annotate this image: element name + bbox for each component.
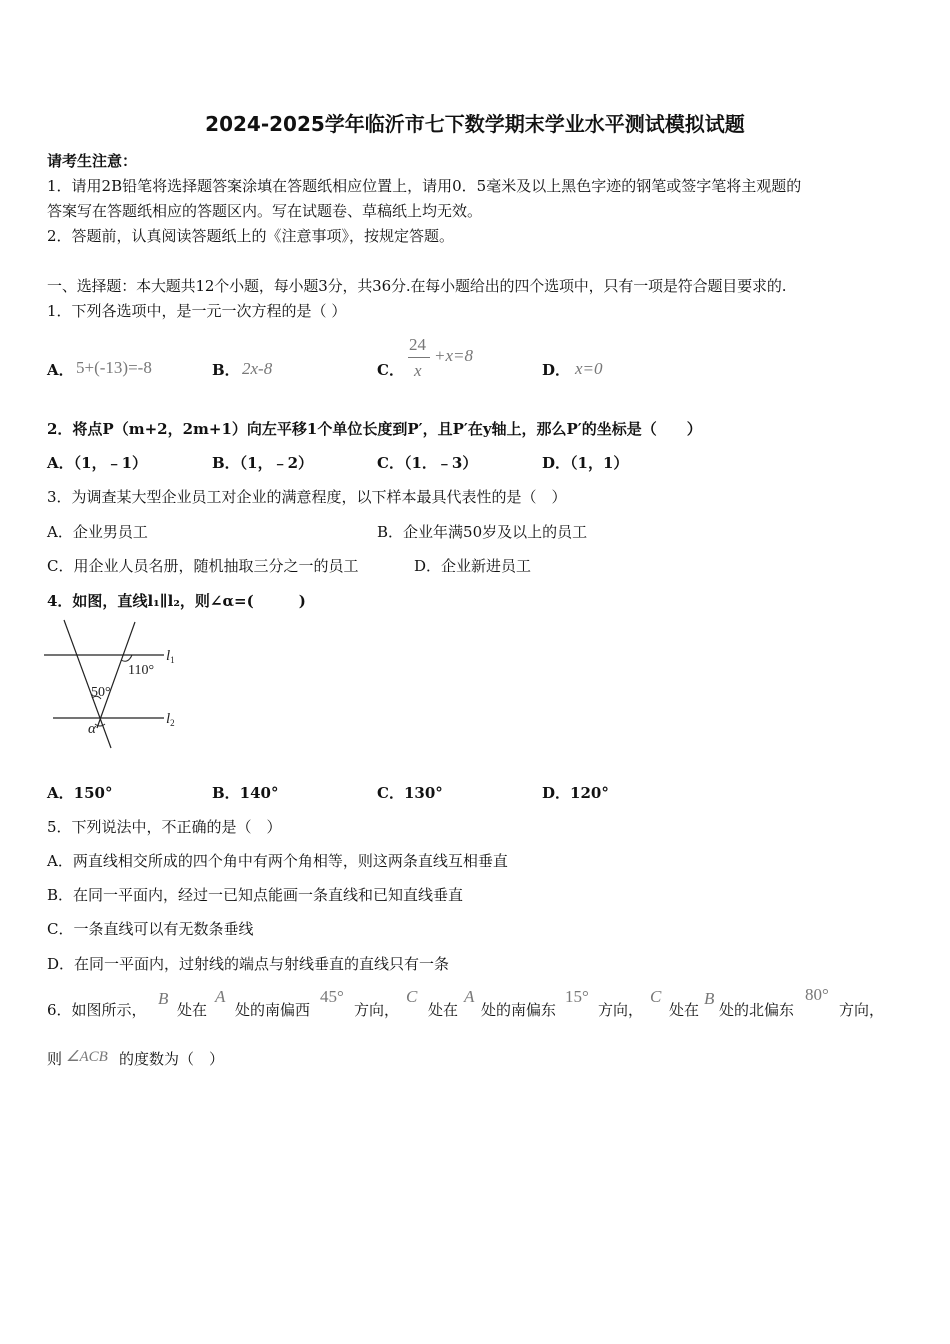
label-alpha: α [88, 721, 96, 737]
q5-stem: 5．下列说法中，不正确的是（ ） [47, 818, 282, 836]
q3-stem: 3．为调查某大型企业员工对企业的满意程度，以下样本最具代表性的是（ ） [47, 488, 567, 506]
section-heading: 一、选择题：本大题共12个小题，每小题3分，共36分.在每小题给出的四个选项中，只有一项是符合题目要求的. [47, 277, 787, 295]
notice-line-1a: 1．请用2B铅笔将选择题答案涂填在答题纸相应位置上，请用0．5毫米及以上黑色字迹的钢笔或签字笔将主观题的 [47, 177, 802, 195]
label-110-degree: 110° [128, 663, 155, 678]
q3-option-a: A．企业男员工 [47, 523, 148, 541]
q6-degree-15: 15° [565, 987, 589, 1006]
q5-option-a: A．两直线相交所成的四个角中有两个角相等，则这两条直线互相垂直 [47, 852, 508, 870]
q1-option-d-label: D． [542, 361, 571, 379]
q6-text-6: 处的南偏东 [481, 1001, 557, 1019]
q6-point-c-1: C [406, 987, 418, 1006]
q4-option-a: A．150° [47, 784, 113, 802]
q6-degree-80: 80° [805, 985, 829, 1004]
q6-text-7: 方向， [598, 1001, 644, 1019]
q1-option-c-numerator: 24 [409, 335, 426, 354]
q1-option-a-math: 5+(-13)=-8 [76, 358, 152, 377]
q6-text-8: 处在 [669, 1001, 700, 1019]
q1-option-c-denominator: x [414, 361, 422, 380]
q1-option-c-label: C． [377, 361, 404, 379]
q1-option-c-rest: +x=8 [434, 346, 473, 365]
parallel-lines-figure [40, 616, 190, 752]
q6-text-9: 处的北偏东 [719, 1001, 795, 1019]
q6-text-line2b: 的度数为（ ） [119, 1050, 225, 1068]
q6-angle-acb: ∠ACB [66, 1049, 108, 1065]
q1-stem: 1．下列各选项中，是一元一次方程的是（ ） [47, 302, 347, 320]
q6-text-5: 处在 [428, 1001, 459, 1019]
page-title: 2024-2025学年临沂市七下数学期末学业水平测试模拟试题 [205, 112, 745, 136]
q4-option-b: B．140° [212, 784, 279, 802]
q6-point-a-1: A [215, 987, 226, 1006]
q1-option-d-math: x=0 [575, 359, 603, 378]
label-50-degree: 50° [91, 685, 111, 700]
notice-line-1b: 答案写在答题纸相应的答题区内。写在试题卷、草稿纸上均无效。 [47, 202, 483, 220]
q1-option-b-math: 2x-8 [242, 359, 273, 378]
q4-option-c: C．130° [377, 784, 443, 802]
q6-point-c-2: C [650, 987, 662, 1006]
q2-option-b: B．（1，﹣2） [212, 454, 314, 472]
q3-option-c: C．用企业人员名册，随机抽取三分之一的员工 [47, 557, 359, 575]
notice-line-2: 2．答题前，认真阅读答题纸上的《注意事项》，按规定答题。 [47, 227, 455, 245]
label-l2: $l_2$ [166, 711, 175, 728]
q5-option-c: C．一条直线可以有无数条垂线 [47, 920, 254, 938]
angle-arc-alpha [95, 724, 105, 726]
q5-option-b: B．在同一平面内，经过一已知点能画一条直线和已知直线垂直 [47, 886, 464, 904]
q2-option-a: A．（1，﹣1） [47, 454, 148, 472]
q6-text-line2a: 则 [47, 1050, 63, 1068]
q6-point-b-2: B [704, 989, 715, 1008]
q1-option-a-label: A． [47, 361, 74, 379]
q6-text-1: 6．如图所示， [47, 1001, 147, 1019]
q6-degree-45: 45° [320, 987, 344, 1006]
q3-option-b: B．企业年满50岁及以上的员工 [377, 523, 588, 541]
q2-stem: 2．将点P（m+2，2m+1）向左平移1个单位长度到P′，且P′在y轴上，那么P′的坐标是（ ） [47, 420, 702, 438]
q2-option-c: C．（1．﹣3） [377, 454, 478, 472]
q3-option-d: D．企业新进员工 [414, 557, 532, 575]
q6-text-3: 处的南偏西 [235, 1001, 311, 1019]
q6-text-10: 方向， [839, 1001, 885, 1019]
notice-heading: 请考生注意： [47, 152, 138, 170]
q4-stem: 4．如图，直线l₁∥l₂，则∠α=( ) [47, 592, 306, 610]
q1-fraction-bar [408, 357, 430, 358]
q6-point-a-2: A [464, 987, 475, 1006]
q2-option-d: D．（1，1） [542, 454, 629, 472]
q6-point-b-1: B [158, 989, 169, 1008]
q1-option-b-label: B． [212, 361, 240, 379]
q4-option-d: D．120° [542, 784, 609, 802]
q6-text-2: 处在 [177, 1001, 208, 1019]
q6-text-4: 方向， [354, 1001, 400, 1019]
q5-option-d: D．在同一平面内，过射线的端点与射线垂直的直线只有一条 [47, 955, 450, 973]
label-l1: $l_1$ [166, 648, 175, 665]
